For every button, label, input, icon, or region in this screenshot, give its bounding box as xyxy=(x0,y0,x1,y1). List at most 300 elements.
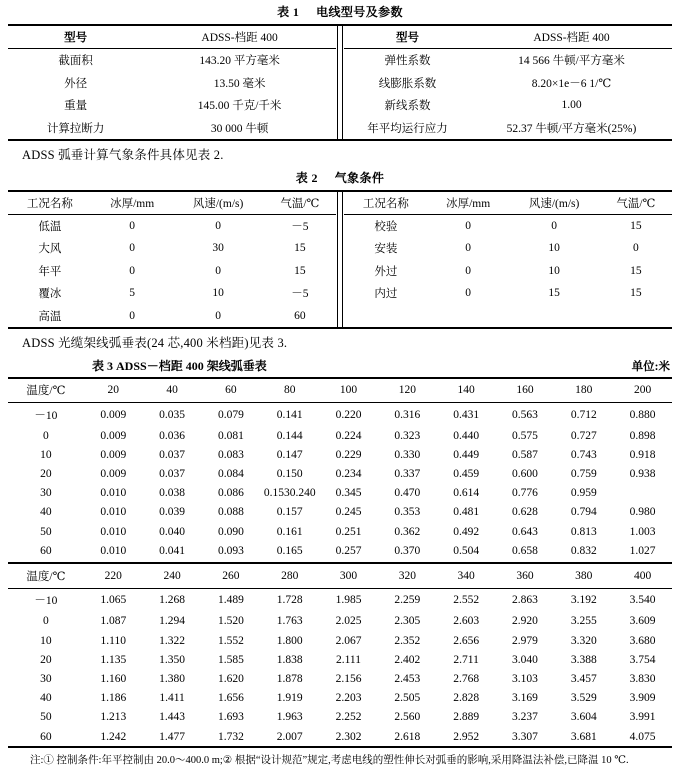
table3-s2-r7-t: 60 xyxy=(40,730,52,743)
table3-s2-r7-v1: 1.477 xyxy=(159,730,185,743)
table-row xyxy=(8,465,672,484)
table3-s2-r1-v0: 1.087 xyxy=(100,615,127,628)
table3-s1-r6-v6: 0.492 xyxy=(453,525,480,538)
table1-left-header-0: 型号 xyxy=(8,26,143,49)
table3-s2-r0-v8: 3.192 xyxy=(570,594,597,607)
table2-right-table xyxy=(344,192,672,323)
table3-s2-r0-v7: 2.863 xyxy=(512,594,538,607)
table1-left-r1-c0: 外径 xyxy=(64,77,88,90)
table3-s2-r3-v2: 1.585 xyxy=(217,653,244,666)
table-row xyxy=(8,588,672,612)
table3-s2-header-row xyxy=(8,564,672,588)
table2-right-r1-c0: 安装 xyxy=(374,243,398,256)
table3-s2-r3-v4: 2.111 xyxy=(335,653,362,666)
table3-s1-col-5: 120 xyxy=(378,379,437,403)
table3-s2-r3-v3: 1.838 xyxy=(276,653,303,666)
table3-s2-r7-v8: 3.681 xyxy=(570,730,597,743)
table3-s2-r6-v1: 1.443 xyxy=(159,711,185,724)
table3-s2-r2-v5: 2.352 xyxy=(394,634,421,647)
table3-s1-r4-v7: 0.776 xyxy=(512,487,538,500)
table3-s2-r7-v7: 3.307 xyxy=(512,730,538,743)
table3-s1-r3-v8: 0.759 xyxy=(570,468,597,481)
table3-s1-r1-v1: 0.036 xyxy=(159,429,185,442)
table3-caption xyxy=(8,354,672,377)
table3-s2-r6-v3: 1.963 xyxy=(276,711,303,724)
table3-s2-r3-v9: 3.754 xyxy=(629,653,656,666)
table2-right-r4-c0 xyxy=(344,304,428,322)
table3-s1-col-4: 100 xyxy=(319,379,378,403)
table-row xyxy=(344,72,672,94)
table1-label: 表 1 xyxy=(277,5,300,19)
table3-s2-r1-v8: 3.255 xyxy=(570,615,597,628)
table3-s1-r6-t: 50 xyxy=(40,525,52,538)
table3-s2-r6-v6: 2.889 xyxy=(453,711,480,724)
table3-s1-col-1: 40 xyxy=(143,379,202,403)
table3-s1-col-6: 140 xyxy=(437,379,496,403)
table3-s1-corner: 温度/℃ xyxy=(8,379,84,403)
table1-left-r3-c0: 计算拉断力 xyxy=(46,122,105,135)
table2-right-r0-c3: 15 xyxy=(630,220,642,233)
table-row xyxy=(8,445,672,464)
table3-s1-r7-v4: 0.257 xyxy=(335,544,362,557)
table2-right-r3-c1: 0 xyxy=(465,287,471,300)
table2-right-r0-c2: 0 xyxy=(551,220,557,233)
table1-caption xyxy=(8,0,672,24)
table3-label: 表 3 xyxy=(92,358,114,373)
table1-left-r1-c1: 13.50 毫米 xyxy=(213,77,266,90)
table3-s1-r1-v8: 0.727 xyxy=(570,429,597,442)
table1-right-r2-c1: 1.00 xyxy=(561,99,582,112)
table3-s2-r5-v5: 2.505 xyxy=(394,692,421,705)
paragraph-weather-ref: ADSS 弧垂计算气象条件具体见表 2. xyxy=(22,147,224,162)
table-row xyxy=(8,522,672,541)
table3-s2-r5-v6: 2.828 xyxy=(453,692,480,705)
table3-s1-col-7: 160 xyxy=(496,379,555,403)
table3-s1-r2-v3: 0.147 xyxy=(276,448,303,461)
table3-s2-r0-v6: 2.552 xyxy=(453,594,480,607)
table3-s1-col-2: 60 xyxy=(201,379,260,403)
table1-left-header-row xyxy=(8,26,336,49)
table3-s1-r6-v3: 0.161 xyxy=(276,525,303,538)
table3-s1-r4-v4: 0.345 xyxy=(335,487,362,500)
table3-s1-r3-v3: 0.150 xyxy=(276,468,303,481)
table-row xyxy=(8,708,672,727)
table3-s2-r3-v0: 1.135 xyxy=(100,653,127,666)
table3-s2-col-1: 240 xyxy=(143,564,202,588)
table3-s2-r6-v9: 3.991 xyxy=(629,711,656,724)
table3-s2-r3-v1: 1.350 xyxy=(159,653,185,666)
table2-left-half xyxy=(8,192,336,327)
table3-s2-r4-v8: 3.457 xyxy=(570,672,597,685)
table3-s1-r5-v2: 0.088 xyxy=(217,506,244,519)
table1-title: 电线型号及参数 xyxy=(316,5,403,19)
table3-s2-r0-v0: 1.065 xyxy=(100,594,127,607)
table3-s2-r4-v3: 1.878 xyxy=(276,672,303,685)
table1-left-r2-c0: 重量 xyxy=(64,100,88,113)
table3-s1-r2-v4: 0.229 xyxy=(335,448,362,461)
table2-center-divider xyxy=(337,192,343,327)
table2-label: 表 2 xyxy=(295,170,318,185)
table2-right-col-1: 冰厚/mm xyxy=(428,192,509,215)
table3-s1-r1-t: 0 xyxy=(43,429,49,442)
table3-s1-r2-v6: 0.449 xyxy=(453,448,480,461)
table3-s2-r5-v0: 1.186 xyxy=(100,692,127,705)
table3-s2-r0-v2: 1.489 xyxy=(217,594,244,607)
table3-s2-col-0: 220 xyxy=(84,564,143,588)
table3-s2-r6-t: 50 xyxy=(40,711,52,724)
table3-s1-r0-v9: 0.880 xyxy=(629,408,656,421)
table3-s2-col-4: 300 xyxy=(319,564,378,588)
table3-s2-r5-v9: 3.909 xyxy=(629,692,656,705)
table1-right-header-row xyxy=(344,26,672,49)
table-row xyxy=(8,503,672,522)
table3-s1-r1-v5: 0.323 xyxy=(394,429,421,442)
table3-s1-r1-v4: 0.224 xyxy=(335,429,362,442)
table3-s1-r2-t: 10 xyxy=(40,448,52,461)
table2-left-r1-c0: 大风 xyxy=(38,243,62,256)
table2-right-header-row xyxy=(344,192,672,215)
table1-right-half xyxy=(344,26,672,139)
table3-s2-r7-v0: 1.242 xyxy=(100,730,127,743)
table3-s2-r6-v8: 3.604 xyxy=(570,711,597,724)
table3-s2-r2-v6: 2.656 xyxy=(453,634,480,647)
table3-s2-r4-v4: 2.156 xyxy=(335,672,362,685)
table-row xyxy=(8,612,672,631)
table3-s1-r1-v3: 0.144 xyxy=(276,429,303,442)
table1-right-r3-c0: 年平均运行应力 xyxy=(367,122,448,135)
table-row xyxy=(8,116,336,138)
table3-s2-r4-v5: 2.453 xyxy=(394,672,421,685)
table1-left-table xyxy=(8,26,336,139)
table3-s2-r3-v5: 2.402 xyxy=(394,653,421,666)
table2-left-r0-c0: 低温 xyxy=(38,221,62,234)
table2-right-r1-c2: 10 xyxy=(548,242,560,255)
table3-s1-r3-v4: 0.234 xyxy=(335,468,362,481)
table3-s2-r0-v9: 3.540 xyxy=(629,594,656,607)
table2-left-r0-c3: －5 xyxy=(291,221,309,234)
table3-footnote-text: 注:① 控制条件:年平控制由 20.0～400.0 m;② 根据“设计规范”规定,考虑电线的塑性伸长对弧垂的影响,采用降温法补偿,已降温 10 ℃. xyxy=(30,755,629,767)
table3-s1-r0-t: －10 xyxy=(34,409,58,422)
table3-s1-r6-v2: 0.090 xyxy=(217,525,244,538)
table3-s2-r3-v8: 3.388 xyxy=(570,653,597,666)
table3-s2-r2-v1: 1.322 xyxy=(159,634,185,647)
table3-s1-r5-v5: 0.353 xyxy=(394,506,421,519)
table2-left-r2-c1: 0 xyxy=(129,264,135,277)
table3-s1-r7-v2: 0.093 xyxy=(217,544,244,557)
table1-right-header-1: ADSS-档距 400 xyxy=(471,26,672,49)
table3-s2-col-3: 280 xyxy=(260,564,319,588)
table3-s1-r0-v7: 0.563 xyxy=(512,408,538,421)
table3-s2-r7-v9: 4.075 xyxy=(629,730,656,743)
table3-s1-r4-v2: 0.086 xyxy=(217,487,244,500)
table3-s1-r5-t: 40 xyxy=(40,506,52,519)
table3-s2-r5-v3: 1.919 xyxy=(276,692,303,705)
table3-s1-r5-v8: 0.794 xyxy=(570,506,597,519)
table3-s1-r4-v3: 0.1530.240 xyxy=(263,487,316,500)
table2-right-r2-c0: 外过 xyxy=(374,265,398,278)
table3-s1-r3-v7: 0.600 xyxy=(512,468,538,481)
table3-s2-r7-v6: 2.952 xyxy=(453,730,480,743)
table3-s1-r3-v5: 0.337 xyxy=(394,468,421,481)
table1-left-header-1: ADSS-档距 400 xyxy=(143,26,336,49)
table3-s2-r6-v7: 3.237 xyxy=(512,711,538,724)
table-row xyxy=(344,304,672,322)
table2-right-r4-c1 xyxy=(428,304,509,322)
table2-right-r2-c1: 0 xyxy=(465,264,471,277)
table3-s2-r3-v6: 2.711 xyxy=(453,653,479,666)
table2-right-r3-c0: 内过 xyxy=(374,288,398,301)
table2-left-col-1: 冰厚/mm xyxy=(92,192,173,215)
table3-s1-r2-v0: 0.009 xyxy=(100,448,127,461)
table3-s1-r5-v1: 0.039 xyxy=(159,506,185,519)
table-row xyxy=(8,72,336,94)
table3-s2-r6-v0: 1.213 xyxy=(100,711,127,724)
table3-s2-r4-v7: 3.103 xyxy=(512,672,538,685)
table2-left-r3-c3: －5 xyxy=(291,288,309,301)
table3-s1-r4-v6: 0.614 xyxy=(453,487,480,500)
table2-right-col-3: 气温/℃ xyxy=(600,192,672,215)
table-row xyxy=(8,94,336,116)
table1-right-r0-c0: 弹性系数 xyxy=(384,55,431,68)
table2-left-r1-c3: 15 xyxy=(294,242,306,255)
table3-s2-r1-v1: 1.294 xyxy=(159,615,185,628)
table2-left-r3-c0: 覆冰 xyxy=(38,288,62,301)
table3-s1-r7-v9: 1.027 xyxy=(629,544,656,557)
table3-s1-r0-v8: 0.712 xyxy=(570,408,597,421)
table2-right-r3-c2: 15 xyxy=(548,287,560,300)
table3-s1-r1-v7: 0.575 xyxy=(512,429,538,442)
table-row xyxy=(8,669,672,688)
table3-s1-r0-v2: 0.079 xyxy=(217,408,244,421)
table2-right-r4-c3 xyxy=(600,304,672,322)
table2-left-r4-c1: 0 xyxy=(129,309,135,322)
table-row xyxy=(344,49,672,72)
paragraph-sag-table-ref: ADSS 光缆架线弧垂表(24 芯,400 米档距)见表 3. xyxy=(22,335,288,350)
table3-s1-r3-t: 20 xyxy=(40,468,52,481)
table3-s2-r4-v0: 1.160 xyxy=(100,672,127,685)
table1-right-r1-c0: 线膨胀系数 xyxy=(378,77,437,90)
table2-right-r1-c3: 0 xyxy=(633,242,639,255)
table3-s1-r7-v5: 0.370 xyxy=(394,544,421,557)
table3-s2-r5-v7: 3.169 xyxy=(512,692,538,705)
table3-s2-r1-v4: 2.025 xyxy=(335,615,362,628)
table3-title: ADSS－档距 400 架线弧垂表 xyxy=(116,358,267,373)
table2-right-r2-c3: 15 xyxy=(630,264,642,277)
table-row xyxy=(8,214,336,237)
table3-section1 xyxy=(8,379,672,561)
table3-s2-col-7: 360 xyxy=(496,564,555,588)
table3-s1-r6-v4: 0.251 xyxy=(335,525,362,538)
table3-s2-r1-v3: 1.763 xyxy=(276,615,303,628)
table3-s2-r0-v5: 2.259 xyxy=(394,594,421,607)
table3-s1-col-9: 200 xyxy=(613,379,672,403)
table3-s2-r7-v5: 2.618 xyxy=(394,730,421,743)
table3-s1-r6-v8: 0.813 xyxy=(570,525,597,538)
table3-s2-r0-v1: 1.268 xyxy=(159,594,185,607)
table-row xyxy=(8,237,336,259)
table3-s2-r0-t: －10 xyxy=(34,595,58,608)
table-row xyxy=(8,631,672,650)
table3-s2-r5-v2: 1.656 xyxy=(217,692,244,705)
table3-s2-r2-v0: 1.110 xyxy=(100,634,126,647)
table2-left-r1-c1: 0 xyxy=(129,242,135,255)
table2-right-r0-c1: 0 xyxy=(465,220,471,233)
table3-s1-r7-v3: 0.165 xyxy=(276,544,303,557)
table1-left-half xyxy=(8,26,336,139)
table3-s2-r6-v5: 2.560 xyxy=(394,711,421,724)
table3-s1-r0-v1: 0.035 xyxy=(159,408,185,421)
table3-s1-r6-v1: 0.040 xyxy=(159,525,185,538)
table3-s1-r5-v4: 0.245 xyxy=(335,506,362,519)
table3-s1-r3-v0: 0.009 xyxy=(100,468,127,481)
table3-s2-r2-v3: 1.800 xyxy=(276,634,303,647)
table2-left-r2-c2: 0 xyxy=(215,264,221,277)
table3-s1-r2-v2: 0.083 xyxy=(217,448,244,461)
table3-s1-r4-v9 xyxy=(613,484,672,503)
table2-left-r2-c0: 年平 xyxy=(38,265,62,278)
table3-s2-r1-v2: 1.520 xyxy=(217,615,244,628)
table3-s1-r7-v6: 0.504 xyxy=(453,544,480,557)
table3-s2-r2-v2: 1.552 xyxy=(217,634,244,647)
table3-s2-r3-v7: 3.040 xyxy=(512,653,538,666)
table3-s1-r0-v3: 0.141 xyxy=(276,408,303,421)
table3-s1-r2-v9: 0.918 xyxy=(629,448,656,461)
table2-left-r3-c2: 10 xyxy=(212,287,224,300)
table2-left-r1-c2: 30 xyxy=(212,242,224,255)
table3-s1-r5-v7: 0.628 xyxy=(512,506,538,519)
table3-s2-r2-v9: 3.680 xyxy=(629,634,656,647)
table3-s2-col-2: 260 xyxy=(201,564,260,588)
table3-s2-col-8: 380 xyxy=(554,564,613,588)
table1-right-r1-c1: 8.20×1e－6 1/℃ xyxy=(531,77,612,90)
table2-left-header-row xyxy=(8,192,336,215)
table3-s2-r6-v4: 2.252 xyxy=(335,711,362,724)
table3-s2-col-9: 400 xyxy=(613,564,672,588)
table3-s2-r2-v7: 2.979 xyxy=(512,634,538,647)
table3-s1-r0-v4: 0.220 xyxy=(335,408,362,421)
table2-right-r3-c3: 15 xyxy=(630,287,642,300)
table3-s1-r4-v0: 0.010 xyxy=(100,487,127,500)
table3-s2-r4-v1: 1.380 xyxy=(159,672,185,685)
table1-right-header-0: 型号 xyxy=(344,26,471,49)
table3-s1-r1-v0: 0.009 xyxy=(100,429,127,442)
table3-caption-center xyxy=(92,357,267,374)
table3-s2-r2-v8: 3.320 xyxy=(570,634,597,647)
table2-right-col-0: 工况名称 xyxy=(344,192,428,215)
table3-s2-col-6: 340 xyxy=(437,564,496,588)
table2-title: 气象条件 xyxy=(334,170,385,185)
table2-left-col-3: 气温/℃ xyxy=(264,192,336,215)
table3-section2 xyxy=(8,564,672,746)
table3-s2-r1-v7: 2.920 xyxy=(512,615,538,628)
table-row xyxy=(344,214,672,237)
table3-s1-r3-v9: 0.938 xyxy=(629,468,656,481)
table3-s2-r4-t: 30 xyxy=(40,672,52,685)
table3-s2-r7-v2: 1.732 xyxy=(217,730,244,743)
table-row xyxy=(344,260,672,282)
table3-s1-r3-v1: 0.037 xyxy=(159,468,185,481)
table1 xyxy=(8,26,672,139)
table1-left-r2-c1: 145.00 千克/千米 xyxy=(197,100,282,113)
table3-s1-r4-v1: 0.038 xyxy=(159,487,185,500)
table2-right-r1-c1: 0 xyxy=(465,242,471,255)
table3-s1-r2-v5: 0.330 xyxy=(394,448,421,461)
table3-s1-r7-v1: 0.041 xyxy=(159,544,185,557)
table3-s2-r4-v6: 2.768 xyxy=(453,672,480,685)
table3-s1-r6-v7: 0.643 xyxy=(512,525,538,538)
table3-s1-r0-v5: 0.316 xyxy=(394,408,421,421)
table3-s1-r7-t: 60 xyxy=(40,544,52,557)
table3-unit: 单位:米 xyxy=(631,360,670,373)
table2-caption xyxy=(8,166,672,190)
table3-s1-r2-v7: 0.587 xyxy=(512,448,538,461)
table3-s1-r6-v5: 0.362 xyxy=(394,525,421,538)
table1-left-r3-c1: 30 000 牛顿 xyxy=(210,122,269,135)
table2-right-col-2: 风速/(m/s) xyxy=(508,192,599,215)
table3-s2-r4-v9: 3.830 xyxy=(629,672,656,685)
table3-s2-r5-v1: 1.411 xyxy=(159,692,185,705)
table3-s1-r3-v6: 0.459 xyxy=(453,468,480,481)
table3-s1-r4-v8: 0.959 xyxy=(570,487,597,500)
table-row xyxy=(8,541,672,560)
table3-s2-r2-t: 10 xyxy=(40,634,52,647)
table-row xyxy=(8,484,672,503)
table3-s1-r5-v6: 0.481 xyxy=(453,506,480,519)
table3-s1-r4-t: 30 xyxy=(40,487,52,500)
table3-s2-r5-t: 40 xyxy=(40,692,52,705)
table1-left-r0-c1: 143.20 平方毫米 xyxy=(199,55,280,68)
table1-right-table xyxy=(344,26,672,139)
table3-s2-r0-v4: 1.985 xyxy=(335,594,362,607)
table3-s2-r1-v5: 2.305 xyxy=(394,615,421,628)
table3-s1-r4-v5: 0.470 xyxy=(394,487,421,500)
table3-s1-r0-v0: 0.009 xyxy=(100,408,127,421)
table-row xyxy=(344,282,672,304)
table-row xyxy=(8,304,336,326)
table3-s1-col-3: 80 xyxy=(260,379,319,403)
table-row xyxy=(8,727,672,746)
table2-right-half xyxy=(344,192,672,327)
table3-s2-col-5: 320 xyxy=(378,564,437,588)
table3-s1-r5-v3: 0.157 xyxy=(276,506,303,519)
table3-s1-header-row xyxy=(8,379,672,403)
table2-right-r4-c2 xyxy=(508,304,599,322)
table2-left-r4-c2: 0 xyxy=(215,309,221,322)
table3-s2-corner: 温度/℃ xyxy=(8,564,84,588)
table3-s1-r5-v9: 0.980 xyxy=(629,506,656,519)
table1-right-r2-c0: 新线系数 xyxy=(384,100,431,113)
table3-s1-col-8: 180 xyxy=(554,379,613,403)
table3-s2-r7-v3: 2.007 xyxy=(276,730,303,743)
table3-s1-r1-v2: 0.081 xyxy=(217,429,244,442)
table2-right-r2-c2: 10 xyxy=(548,264,560,277)
table1-right-r3-c1: 52.37 牛顿/平方毫米(25%) xyxy=(506,122,637,135)
table3-s1-r7-v8: 0.832 xyxy=(570,544,597,557)
table3-s1-r0-v6: 0.431 xyxy=(453,408,480,421)
table2-left-col-0: 工况名称 xyxy=(8,192,92,215)
table3-footnote xyxy=(8,748,672,769)
table3-s2-r1-v6: 2.603 xyxy=(453,615,480,628)
table3-s1-r6-v9: 1.003 xyxy=(629,525,656,538)
table2-left-table xyxy=(8,192,336,327)
table3-s1-r6-v0: 0.010 xyxy=(100,525,127,538)
table3-s1-r2-v8: 0.743 xyxy=(570,448,597,461)
table-row xyxy=(8,426,672,445)
table3-s1-r7-v0: 0.010 xyxy=(100,544,127,557)
table3-s2-r0-v3: 1.728 xyxy=(276,594,303,607)
table2-left-r4-c0: 高温 xyxy=(38,310,62,323)
table3-s2-r1-v9: 3.609 xyxy=(629,615,656,628)
